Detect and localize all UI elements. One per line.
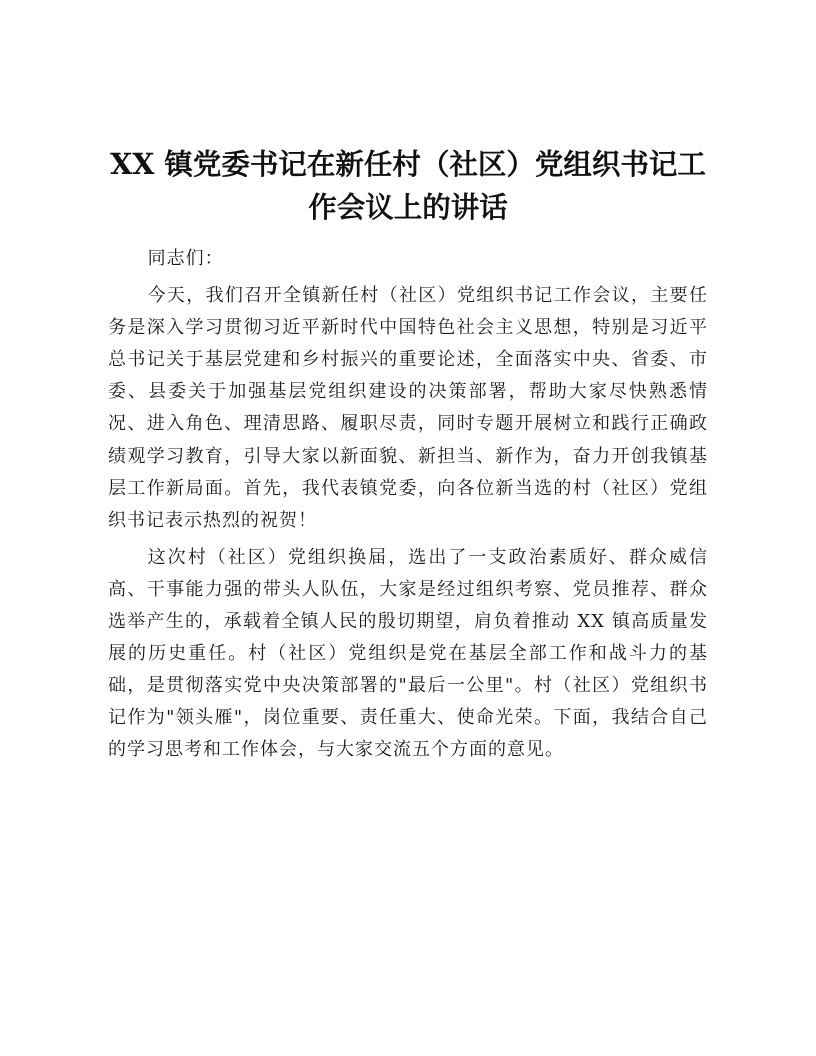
document-title: XX 镇党委书记在新任村（社区）党组织书记工作会议上的讲话 <box>110 147 706 224</box>
greeting: 同志们： <box>147 248 224 269</box>
paragraph-1: 今天，我们召开全镇新任村（社区）党组织书记工作会议，主要任务是深入学习贯彻习近平新时代中国特色社会主义思想，特别是习近平总书记关于基层党建和乡村振兴的重要论述，全面落实中央、省委、市委、县委关于加强基层党组织建设的决策部署，帮助大家尽快熟悉情况、进入角色、理清思路、履职尽责，同时专题开展树立和践行正确政绩观学习教育，引导大家以新面貌、新担当、新作为，奋力开创我镇基层工作新局面。首先，我代表镇党委，向各位新当选的村（社区）党组织书记表示热烈的祝贺！ <box>108 285 708 531</box>
document-body <box>108 243 708 767</box>
paragraph-2: 这次村（社区）党组织换届，选出了一支政治素质好、群众威信高、干事能力强的带头人队伍，大家是经过组织考察、党员推荐、群众选举产生的，承载着全镇人民的殷切期望，肩负着推动 XX 镇高质量发展的历史重任。村（社区）党组织是党在基层全部工作和战斗力的基础，是贯彻落实党中央决策部署的"最后一公里"。村（社区）党组织书记作为"领头雁"，岗位重要、责任重大、使命光荣。下面，我结合自己的学习思考和工作体会，与大家交流五个方面的意见。 <box>108 546 708 761</box>
